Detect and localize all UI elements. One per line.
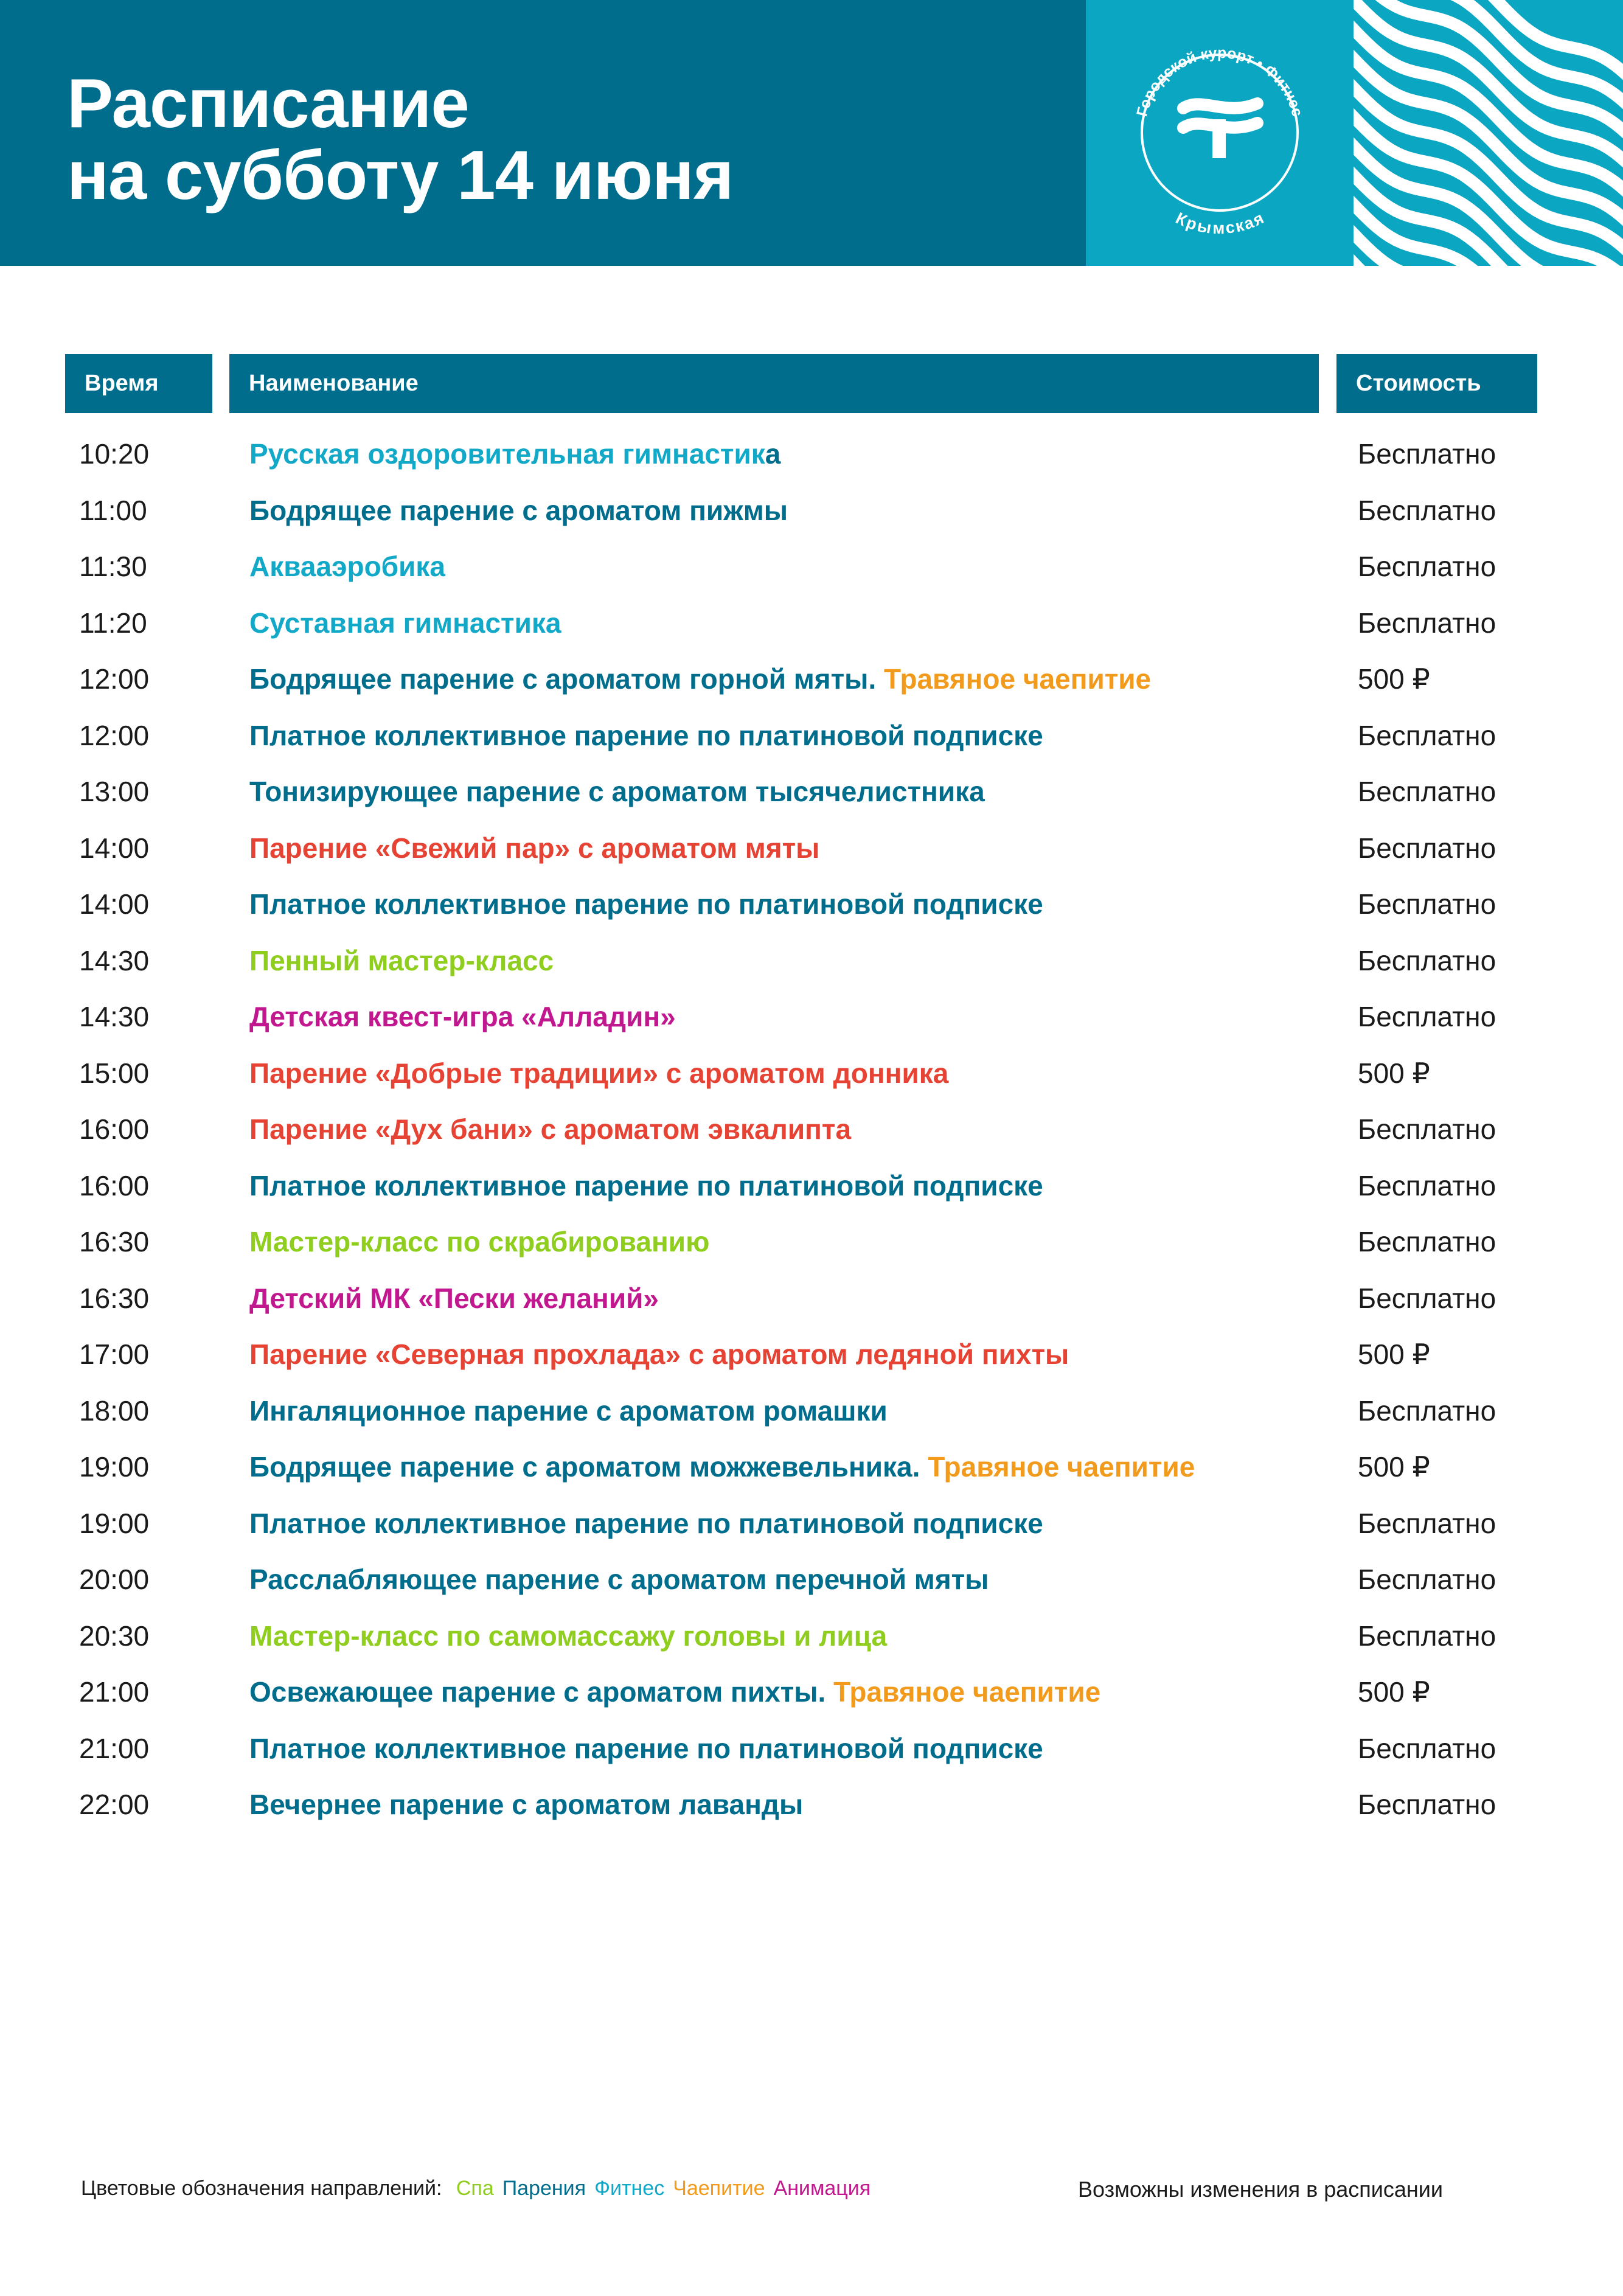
row-activity bbox=[249, 989, 676, 1045]
row-activity bbox=[249, 595, 561, 652]
table-row bbox=[0, 1326, 1623, 1383]
table-row bbox=[0, 1270, 1623, 1327]
legend-item: Чаепитие bbox=[673, 2177, 765, 2200]
svg-text:Крымская bbox=[1173, 209, 1267, 237]
row-time: 21:00 bbox=[79, 1732, 150, 1764]
table-row bbox=[0, 1776, 1623, 1833]
row-time: 12:00 bbox=[79, 663, 150, 695]
row-activity bbox=[249, 1608, 887, 1665]
row-cost: Бесплатно bbox=[1358, 776, 1496, 807]
title-line-1: Расписание bbox=[67, 65, 469, 142]
column-header-name: Наименование bbox=[229, 354, 1319, 413]
table-row bbox=[0, 820, 1623, 877]
row-activity-part: Русская оздоровительная гимнастик bbox=[249, 438, 765, 470]
row-activity-part: Платное коллективное парение по платиновой подписке bbox=[249, 1169, 1043, 1202]
row-cost: Бесплатно bbox=[1358, 1226, 1496, 1258]
row-time: 18:00 bbox=[79, 1394, 150, 1427]
row-activity-part: Травяное чаепитие bbox=[884, 663, 1152, 695]
row-time: 17:00 bbox=[79, 1338, 150, 1370]
row-activity bbox=[249, 426, 780, 482]
table-row bbox=[0, 426, 1623, 482]
row-activity bbox=[249, 1720, 1043, 1777]
wave-pattern-icon bbox=[1354, 0, 1623, 266]
row-cost: Бесплатно bbox=[1358, 1789, 1496, 1820]
row-time: 20:30 bbox=[79, 1619, 150, 1652]
title-line-2: на субботу 14 июня bbox=[67, 137, 734, 214]
row-activity-part: Ингаляционное парение с ароматом ромашки bbox=[249, 1394, 888, 1427]
table-row bbox=[0, 538, 1623, 595]
row-activity bbox=[249, 1664, 1100, 1720]
row-time: 11:20 bbox=[79, 607, 147, 639]
row-activity bbox=[249, 1383, 888, 1439]
row-activity bbox=[249, 1045, 948, 1102]
row-activity bbox=[249, 933, 554, 989]
row-time: 11:00 bbox=[79, 494, 147, 526]
legend-item: Анимация bbox=[773, 2177, 871, 2200]
row-activity-part: Платное коллективное парение по платиновой подписке bbox=[249, 1732, 1043, 1764]
row-cost: Бесплатно bbox=[1358, 888, 1496, 920]
row-cost: Бесплатно bbox=[1358, 438, 1496, 470]
row-activity-part: Платное коллективное парение по платиновой подписке bbox=[249, 1507, 1043, 1539]
row-time: 19:00 bbox=[79, 1451, 150, 1483]
column-header-time: Время bbox=[65, 354, 212, 413]
row-activity bbox=[249, 1495, 1043, 1552]
row-time: 20:00 bbox=[79, 1564, 150, 1595]
table-row bbox=[0, 1720, 1623, 1777]
row-cost: Бесплатно bbox=[1358, 607, 1496, 639]
row-activity-part: Парение «Свежий пар» с ароматом мяты bbox=[249, 832, 820, 864]
row-activity-part: Детская квест-игра «Алладин» bbox=[249, 1001, 676, 1032]
row-activity-part: Бодрящее парение с ароматом можжевельника. bbox=[249, 1451, 928, 1483]
row-time: 14:00 bbox=[79, 888, 150, 920]
row-time: 14:00 bbox=[79, 832, 150, 864]
table-row bbox=[0, 1608, 1623, 1665]
row-time: 19:00 bbox=[79, 1507, 150, 1539]
row-activity-part: а bbox=[765, 438, 781, 470]
row-cost: Бесплатно bbox=[1358, 1507, 1496, 1539]
row-cost: Бесплатно bbox=[1358, 1282, 1496, 1314]
row-cost: 500 ₽ bbox=[1358, 1057, 1430, 1089]
row-activity bbox=[249, 482, 788, 539]
table-row bbox=[0, 708, 1623, 764]
row-time: 12:00 bbox=[79, 719, 150, 751]
table-row bbox=[0, 482, 1623, 539]
row-activity-part: Бодрящее парение с ароматом горной мяты. bbox=[249, 663, 884, 695]
row-activity-part: Парение «Дух бани» с ароматом эвкалипта bbox=[249, 1113, 852, 1145]
row-time: 14:30 bbox=[79, 1001, 150, 1032]
row-activity bbox=[249, 651, 1151, 708]
legend-item: Парения bbox=[502, 2177, 586, 2200]
row-time: 10:20 bbox=[79, 438, 150, 470]
row-time: 16:30 bbox=[79, 1226, 150, 1258]
logo-ring-text-top: Городской курорт • Фитнес bbox=[1133, 44, 1306, 119]
row-cost: Бесплатно bbox=[1358, 1169, 1496, 1202]
row-activity bbox=[249, 538, 445, 595]
row-activity-part: Мастер-класс по самомассажу головы и лица bbox=[249, 1619, 888, 1652]
table-row bbox=[0, 1158, 1623, 1214]
row-activity-part: Парение «Северная прохлада» с ароматом ледяной пихты bbox=[249, 1338, 1069, 1370]
row-activity bbox=[249, 1551, 989, 1608]
page-title bbox=[67, 65, 734, 214]
row-cost: Бесплатно bbox=[1358, 494, 1496, 526]
row-activity-part: Вечернее парение с ароматом лаванды bbox=[249, 1789, 804, 1820]
row-activity bbox=[249, 708, 1043, 764]
row-time: 16:00 bbox=[79, 1169, 150, 1202]
wave-pattern bbox=[1354, 0, 1623, 266]
table-row bbox=[0, 1214, 1623, 1270]
row-activity-part: Платное коллективное парение по платиновой подписке bbox=[249, 719, 1043, 751]
table-row bbox=[0, 1101, 1623, 1158]
row-activity-part: Бодрящее парение с ароматом пижмы bbox=[249, 494, 788, 526]
row-activity bbox=[249, 1270, 659, 1327]
table-row bbox=[0, 1551, 1623, 1608]
row-activity bbox=[249, 764, 985, 820]
table-row bbox=[0, 764, 1623, 820]
table-row bbox=[0, 876, 1623, 933]
legend-item: Спа bbox=[456, 2177, 494, 2200]
row-cost: 500 ₽ bbox=[1358, 1676, 1430, 1708]
row-cost: Бесплатно bbox=[1358, 1619, 1496, 1652]
row-cost: Бесплатно bbox=[1358, 1732, 1496, 1764]
row-time: 16:00 bbox=[79, 1113, 150, 1145]
row-cost: 500 ₽ bbox=[1358, 1338, 1430, 1370]
row-activity-part: Парение «Добрые традиции» с ароматом донника bbox=[249, 1057, 949, 1089]
row-time: 14:30 bbox=[79, 944, 150, 976]
row-activity bbox=[249, 1326, 1069, 1383]
logo-ring-text-bottom: Крымская bbox=[1173, 209, 1267, 238]
row-cost: 500 ₽ bbox=[1358, 1451, 1430, 1483]
table-row bbox=[0, 1439, 1623, 1495]
row-activity bbox=[249, 1439, 1195, 1495]
row-activity bbox=[249, 1776, 803, 1833]
row-activity-part: Суставная гимнастика bbox=[249, 607, 561, 639]
logo-emblem-icon bbox=[1086, 0, 1354, 266]
row-cost: 500 ₽ bbox=[1358, 663, 1430, 695]
row-activity-part: Тонизирующее парение с ароматом тысячелистника bbox=[249, 776, 985, 807]
table-row bbox=[0, 1664, 1623, 1720]
row-activity-part: Аквааэробика bbox=[249, 551, 445, 582]
row-activity-part: Пенный мастер-класс bbox=[249, 944, 554, 976]
row-cost: Бесплатно bbox=[1358, 719, 1496, 751]
row-time: 11:30 bbox=[79, 551, 147, 582]
row-activity bbox=[249, 1214, 709, 1270]
table-row bbox=[0, 1495, 1623, 1552]
row-cost: Бесплатно bbox=[1358, 1394, 1496, 1427]
table-row bbox=[0, 989, 1623, 1045]
row-activity bbox=[249, 1158, 1043, 1214]
schedule-table bbox=[0, 426, 1623, 1833]
row-activity-part: Освежающее парение с ароматом пихты. bbox=[249, 1676, 834, 1708]
row-cost: Бесплатно bbox=[1358, 944, 1496, 976]
row-time: 15:00 bbox=[79, 1057, 150, 1089]
table-row bbox=[0, 595, 1623, 652]
logo bbox=[1086, 0, 1354, 266]
row-activity bbox=[249, 820, 819, 877]
row-activity-part: Детский МК «Пески желаний» bbox=[249, 1282, 659, 1314]
row-activity bbox=[249, 876, 1043, 933]
table-row bbox=[0, 1045, 1623, 1102]
row-activity-part: Расслабляющее парение с ароматом перечной мяты bbox=[249, 1564, 989, 1595]
row-cost: Бесплатно bbox=[1358, 551, 1496, 582]
row-activity-part: Травяное чаепитие bbox=[928, 1451, 1195, 1483]
row-time: 21:00 bbox=[79, 1676, 150, 1708]
row-time: 16:30 bbox=[79, 1282, 150, 1314]
legend-item: Фитнес bbox=[594, 2177, 665, 2200]
column-header-cost: Стоимость bbox=[1336, 354, 1537, 413]
row-time: 13:00 bbox=[79, 776, 150, 807]
row-cost: Бесплатно bbox=[1358, 832, 1496, 864]
table-row bbox=[0, 933, 1623, 989]
row-cost: Бесплатно bbox=[1358, 1564, 1496, 1595]
schedule-change-note: Возможны изменения в расписании bbox=[1078, 2177, 1444, 2202]
row-activity-part: Мастер-класс по скрабированию bbox=[249, 1226, 710, 1258]
legend-label: Цветовые обозначения направлений: bbox=[81, 2177, 442, 2200]
row-cost: Бесплатно bbox=[1358, 1001, 1496, 1032]
row-activity-part: Платное коллективное парение по платиновой подписке bbox=[249, 888, 1043, 920]
color-legend bbox=[81, 2177, 888, 2200]
row-activity bbox=[249, 1101, 851, 1158]
table-row bbox=[0, 651, 1623, 708]
row-cost: Бесплатно bbox=[1358, 1113, 1496, 1145]
row-time: 22:00 bbox=[79, 1789, 150, 1820]
table-row bbox=[0, 1383, 1623, 1439]
row-activity-part: Травяное чаепитие bbox=[833, 1676, 1101, 1708]
